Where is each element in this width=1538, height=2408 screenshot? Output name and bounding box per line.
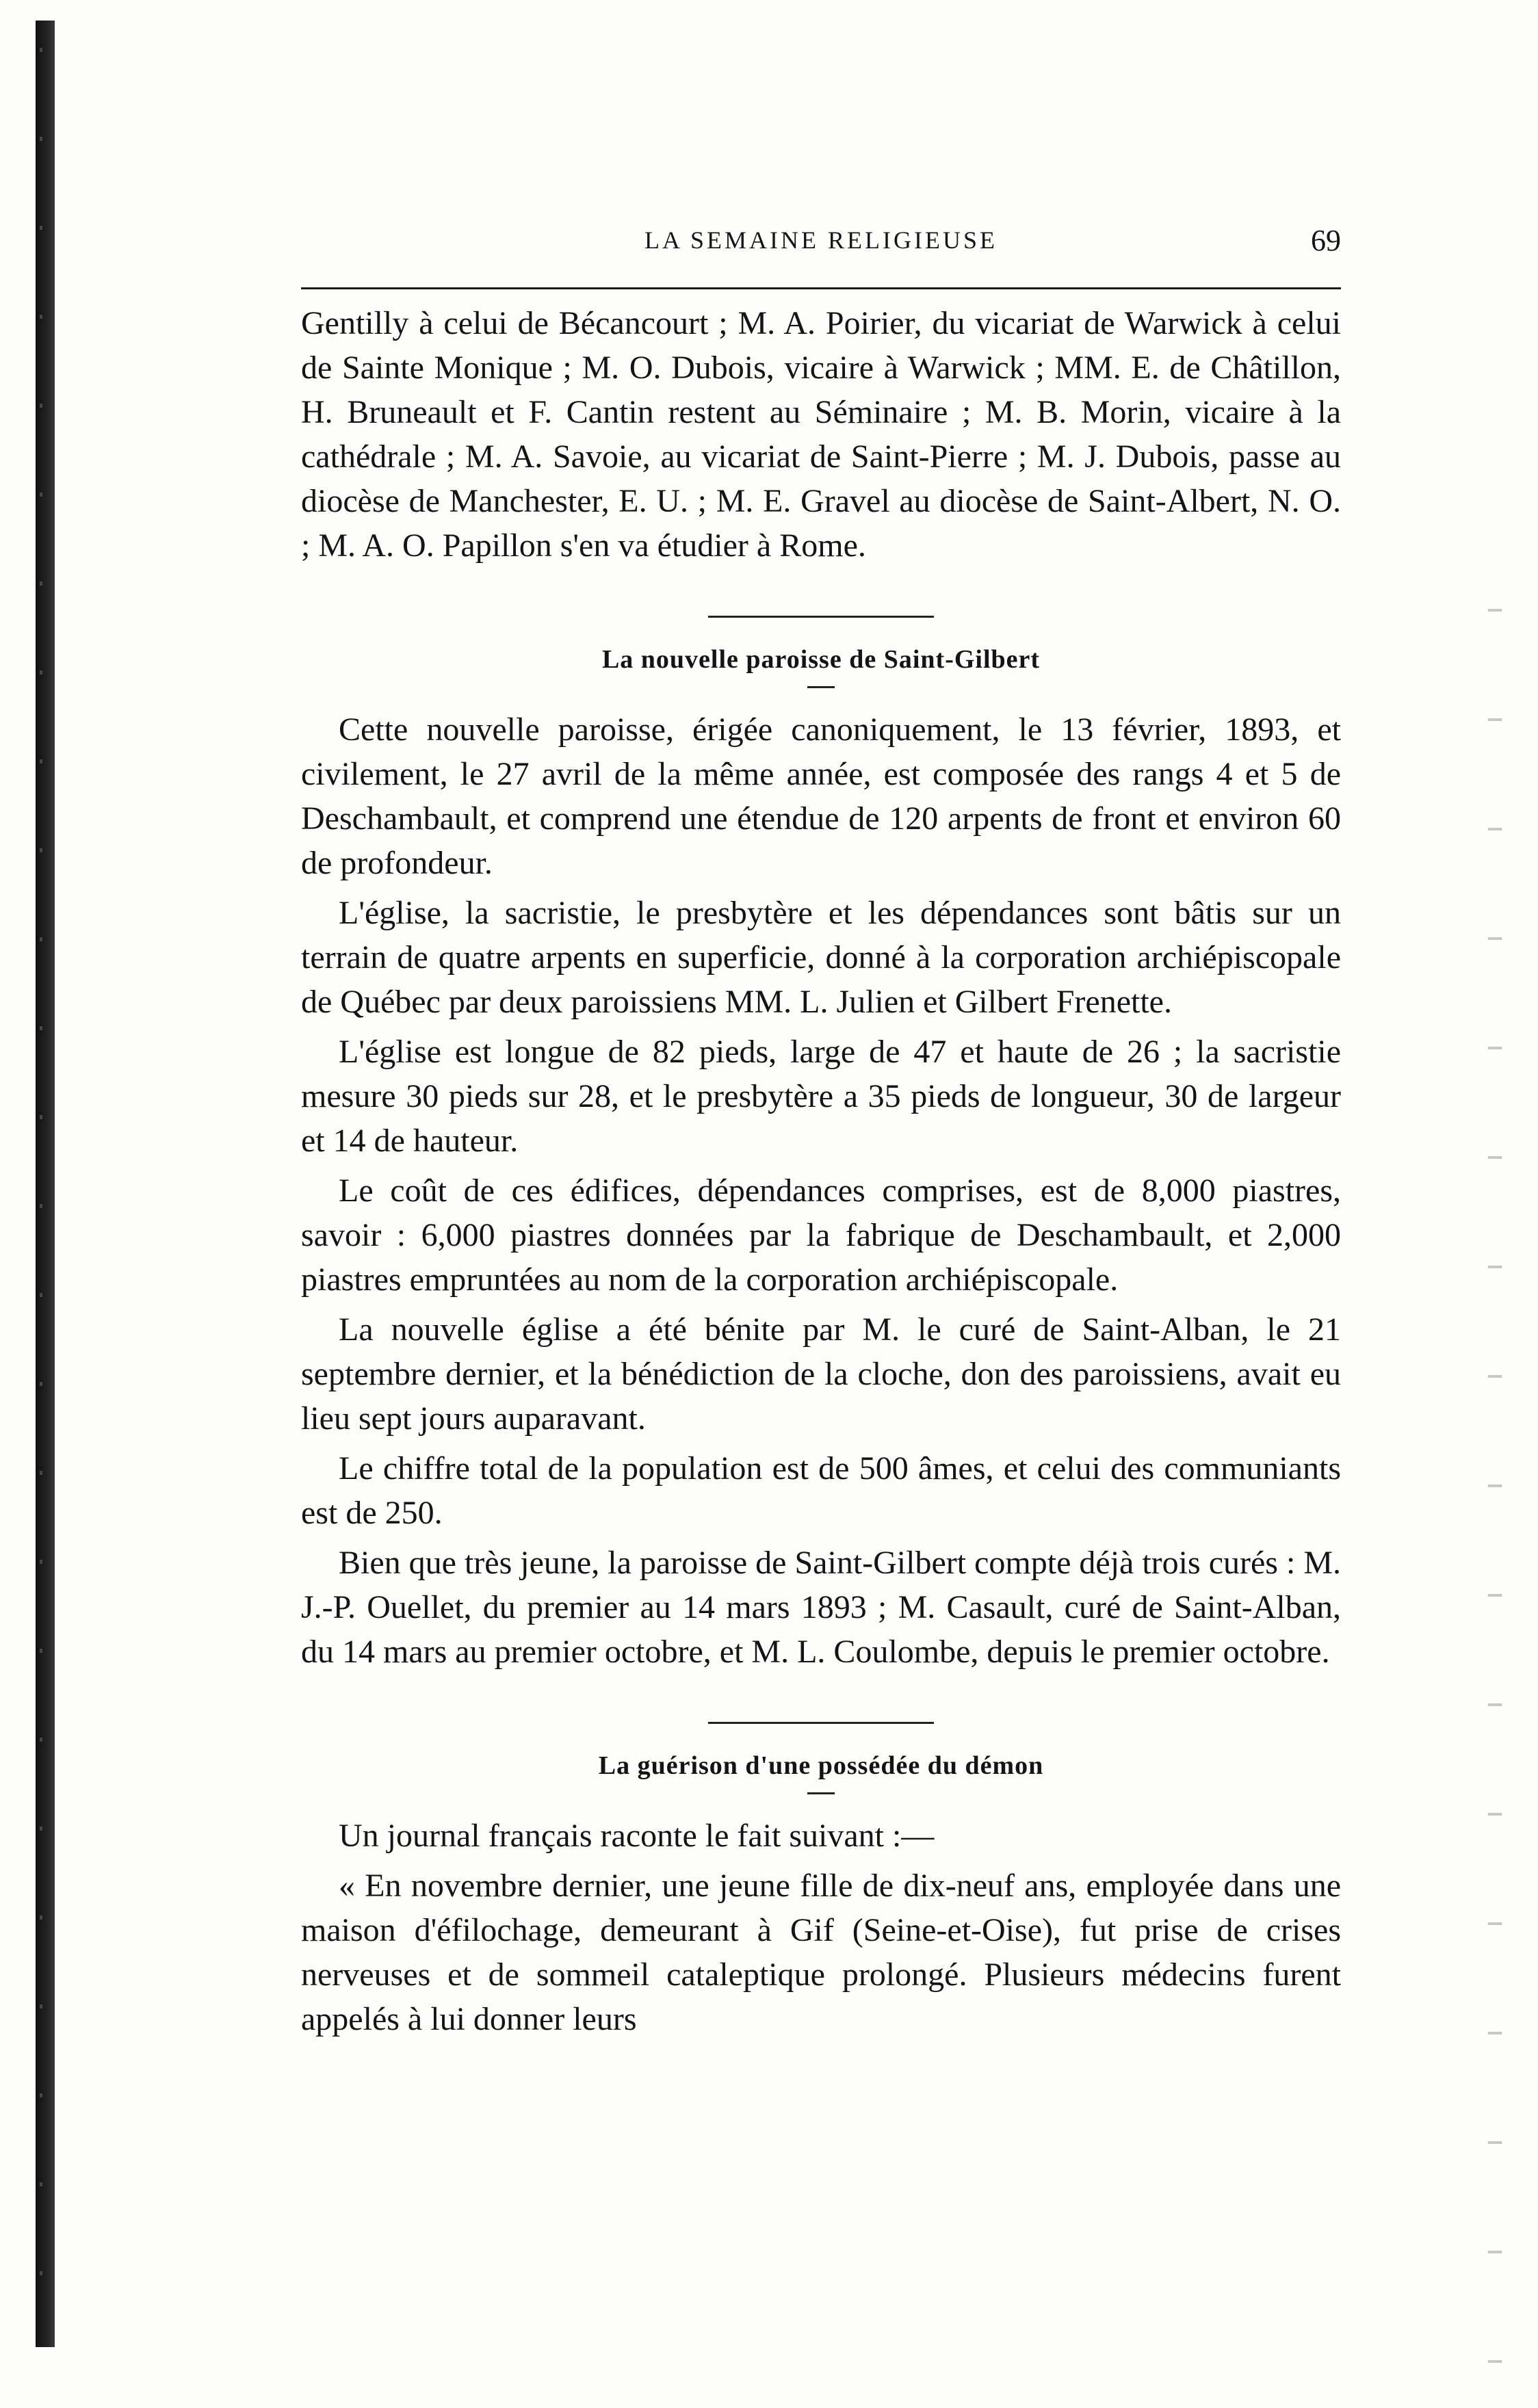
- paragraph: Le chiffre total de la population est de 500 âmes, et celui des communiants est de 250.: [301, 1450, 1341, 1531]
- heading-underline: [807, 1792, 835, 1794]
- book-binding-edge: [36, 21, 55, 2347]
- paragraph: Bien que très jeune, la paroisse de Saint-Gilbert compte déjà trois curés : M. J.-P. Ouellet, du premier au 14 mars 1893 ; M. Casault, curé de Saint-Alban, du 14 mars au premier octobre, et M. L. Coulombe, depuis le premier octobre.: [301, 1545, 1341, 1670]
- paragraph: « En novembre dernier, une jeune fille de dix-neuf ans, employée dans une maison d'éfilochage, demeurant à Gif (Seine-et-Oise), fut prise de crises nerveuses et de sommeil cataleptique prolongé. Plusieurs médecins furent appelés à lui donner leurs: [301, 1868, 1341, 2037]
- section-divider: [708, 616, 934, 618]
- paragraph: L'église est longue de 82 pieds, large de 47 et haute de 26 ; la sacristie mesure 30 pieds sur 28, et le presbytère a 35 pieds de longueur, 30 de largeur et 14 de hauteur.: [301, 1034, 1341, 1159]
- opening-paragraph: Gentilly à celui de Bécancourt ; M. A. Poirier, du vicariat de Warwick à celui de Sainte Monique ; M. O. Dubois, vicaire à Warwick ; MM. E. de Châtillon, H. Bruneault et F. Cantin restent au Séminaire ; M. B. Morin, vicaire à la cathédrale ; M. A. Savoie, au vicariat de Saint-Pierre ; M. J. Dubois, passe au diocèse de Manchester, E. U. ; M. E. Gravel au diocèse de Saint-Albert, N. O. ; M. A. O. Papillon s'en va étudier à Rome.: [301, 305, 1341, 564]
- section-heading-saint-gilbert: La nouvelle paroisse de Saint-Gilbert: [601, 645, 1041, 674]
- header-rule: [301, 287, 1341, 289]
- running-title: LA SEMAINE RELIGIEUSE: [644, 226, 998, 254]
- section-divider: [708, 1722, 934, 1724]
- heading-underline: [807, 686, 835, 688]
- paragraph: Cette nouvelle paroisse, érigée canoniquement, le 13 février, 1893, et civilement, le 27 avril de la même année, est composée des rangs 4 et 5 de Deschambault, et comprend une étendue de 120 arpents de front et environ 60 de profondeur.: [301, 711, 1341, 881]
- section-heading-guerison: La guérison d'une possédée du démon: [598, 1751, 1044, 1780]
- intro-line: Un journal français raconte le fait suivant :—: [339, 1818, 935, 1854]
- page-body: [301, 301, 1341, 2041]
- paragraph: L'église, la sacristie, le presbytère et les dépendances sont bâtis sur un terrain de quatre arpents en superficie, donné à la corporation archiépiscopale de Québec par deux paroissiens MM. L. Julien et Gilbert Frenette.: [301, 895, 1341, 1020]
- paragraph: Le coût de ces édifices, dépendances comprises, est de 8,000 piastres, savoir : 6,000 piastres données par la fabrique de Deschambault, et 2,000 piastres empruntées au nom de la corporation archiépiscopale.: [301, 1173, 1341, 1298]
- running-head: [301, 226, 1341, 267]
- paragraph: La nouvelle église a été bénite par M. le curé de Saint-Alban, le 21 septembre dernier, et la bénédiction de la cloche, don des paroissiens, avait eu lieu sept jours auparavant.: [301, 1311, 1341, 1437]
- page-edge-specks: [1488, 561, 1502, 2408]
- page-number: 69: [1311, 224, 1341, 257]
